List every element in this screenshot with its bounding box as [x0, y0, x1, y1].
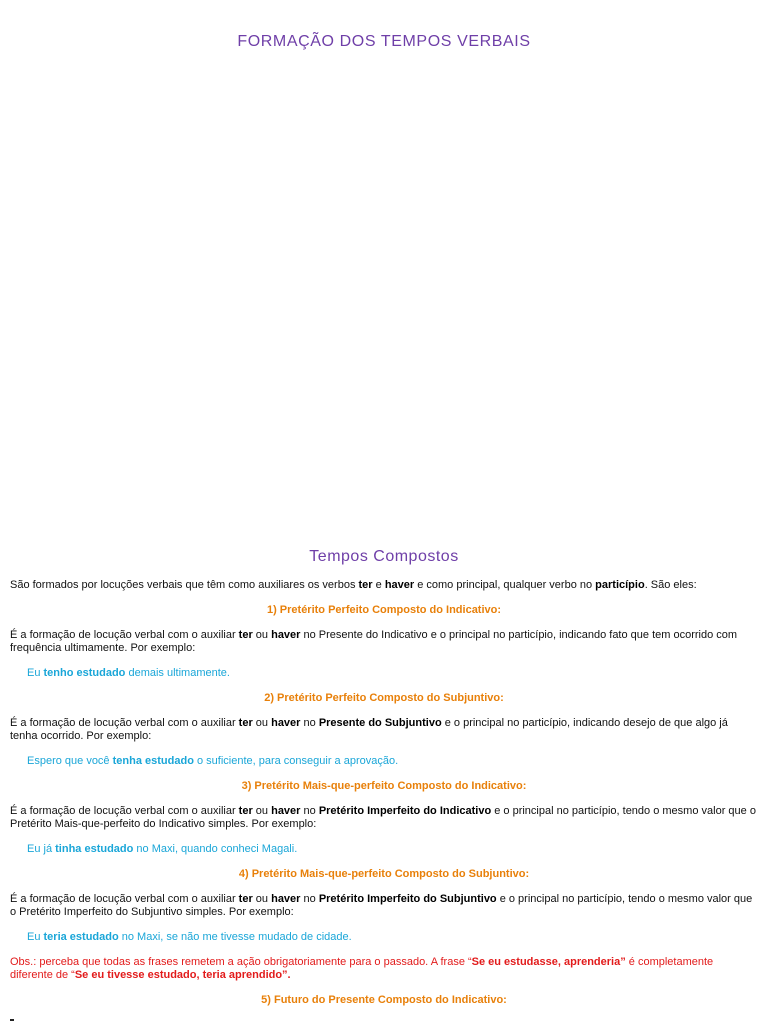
- tense-example-1: [10, 667, 758, 680]
- description-bold: haver: [271, 629, 301, 641]
- example-verb: tinha estudado: [55, 843, 134, 855]
- intro-text: e: [372, 579, 385, 591]
- document-title: FORMAÇÃO DOS TEMPOS VERBAIS: [237, 32, 531, 50]
- description-text: no: [300, 893, 319, 905]
- description-text: ou: [252, 893, 272, 905]
- example-verb: tenho estudado: [43, 667, 126, 679]
- example-text: Eu já: [27, 843, 56, 855]
- intro-text: São formados por locuções verbais que têm como auxiliares os verbos: [10, 579, 359, 591]
- example-text: no Maxi, quando conheci Magali.: [133, 843, 298, 855]
- intro-bold: particípio: [595, 579, 645, 591]
- description-bold: ter: [238, 717, 253, 729]
- description-bold: ter: [238, 805, 253, 817]
- description-text: É a formação de locução verbal com o auxiliar: [10, 805, 239, 817]
- description-bold: haver: [271, 717, 301, 729]
- tense-heading-2: 2) Pretérito Perfeito Composto do Subjuntivo:: [264, 692, 504, 704]
- tense-heading-5: 5) Futuro do Presente Composto do Indicativo:: [261, 994, 507, 1006]
- description-bold: haver: [271, 805, 301, 817]
- example-text: o suficiente, para conseguir a aprovação.: [193, 755, 399, 767]
- description-text: É a formação de locução verbal com o auxiliar: [10, 893, 239, 905]
- intro-paragraph: [10, 579, 758, 592]
- observation-text: Obs.: perceba que todas as frases remetem a ação obrigatoriamente para o passado. A frase “: [10, 956, 472, 968]
- tense-description-2: [10, 717, 758, 743]
- description-text: É a formação de locução verbal com o auxiliar: [10, 717, 239, 729]
- description-bold: ter: [238, 893, 253, 905]
- document-body: [10, 579, 758, 1019]
- example-text: Eu: [27, 931, 44, 943]
- observation-bold: Se eu estudasse, aprenderia”: [471, 956, 626, 968]
- example-text: Espero que você: [27, 755, 113, 767]
- example-verb: tenha estudado: [112, 755, 194, 767]
- description-text: e o principal no particípio, indicando desejo de que algo já tenha ocorrido. Por exemplo:: [10, 717, 728, 742]
- tense-description-4: [10, 893, 758, 919]
- description-bold: Presente do Subjuntivo: [318, 717, 442, 729]
- description-text: ou: [252, 629, 272, 641]
- tense-description-3: [10, 805, 758, 831]
- example-text: demais ultimamente.: [125, 667, 230, 679]
- description-text: ou: [252, 805, 272, 817]
- tense-example-2: [10, 755, 758, 768]
- tense-heading-4: 4) Pretérito Mais-que-perfeito Composto do Subjuntivo:: [238, 868, 530, 880]
- description-text: no: [300, 805, 319, 817]
- observation-note: [10, 956, 758, 982]
- description-text: no: [300, 717, 319, 729]
- tense-heading-1: 1) Pretérito Perfeito Composto do Indicativo:: [266, 604, 502, 616]
- example-text: no Maxi, se não me tivesse mudado de cidade.: [118, 931, 352, 943]
- tense-example-3: [10, 843, 758, 856]
- description-bold: Pretérito Imperfeito do Indicativo: [318, 805, 492, 817]
- tense-description-1: [10, 629, 758, 655]
- description-bold: ter: [238, 629, 253, 641]
- tense-example-4: [10, 931, 758, 944]
- intro-text: e como principal, qualquer verbo no: [414, 579, 596, 591]
- intro-text: . São eles:: [644, 579, 697, 591]
- intro-bold: haver: [384, 579, 415, 591]
- description-text: É a formação de locução verbal com o auxiliar: [10, 629, 239, 641]
- example-verb: teria estudado: [43, 931, 119, 943]
- observation-bold: Se eu tivesse estudado, teria aprendido”.: [74, 969, 291, 981]
- description-text: e o principal no particípio, tendo o mesmo valor que o Pretérito Imperfeito do Subjuntivo simples. Por exemplo:: [10, 893, 753, 918]
- description-text: ou: [252, 717, 272, 729]
- description-text: e o principal no particípio, tendo o mesmo valor que o Pretérito Mais-que-perfeito do Indicativo simples. Por exemplo:: [10, 805, 756, 830]
- intro-bold: ter: [358, 579, 373, 591]
- example-text: Eu: [27, 667, 44, 679]
- observation-text: é completamente diferente de “: [10, 956, 714, 981]
- description-bold: Pretérito Imperfeito do Subjuntivo: [318, 893, 497, 905]
- description-text: no Presente do Indicativo e o principal no particípio, indicando fato que tem ocorrido com frequência ultimamente. Por exemplo:: [10, 629, 738, 654]
- description-bold: haver: [271, 893, 301, 905]
- tense-heading-3: 3) Pretérito Mais-que-perfeito Composto do Indicativo:: [241, 780, 527, 792]
- section-title: Tempos Compostos: [309, 548, 459, 565]
- cut-off-text-fragment: [10, 1019, 14, 1021]
